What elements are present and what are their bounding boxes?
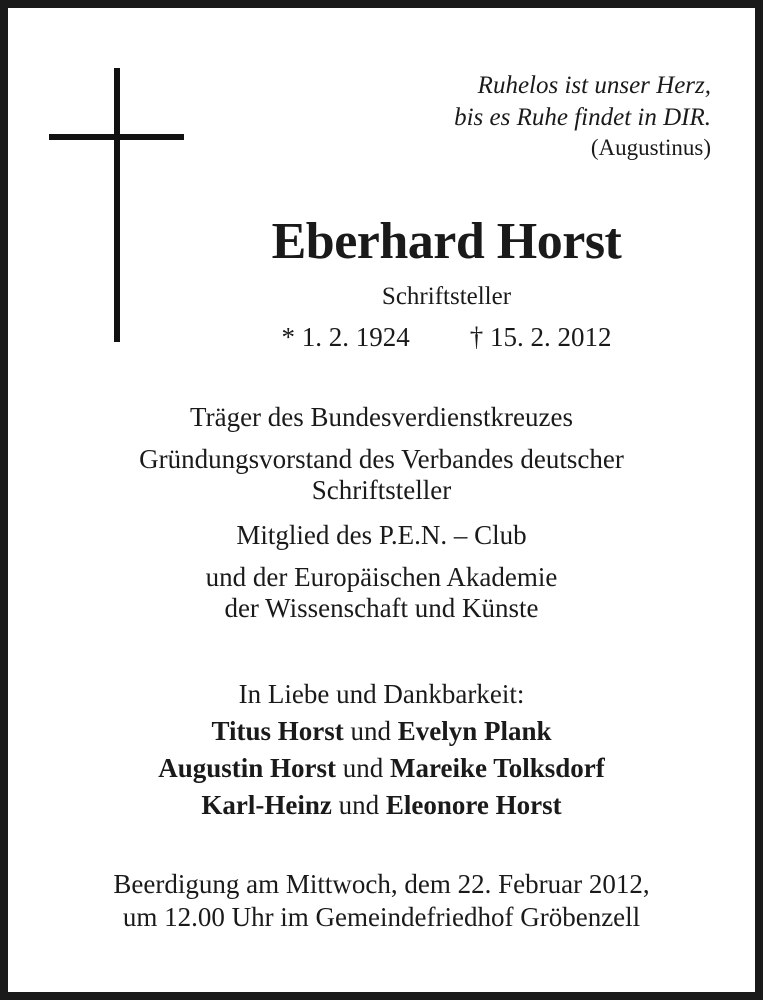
honor-line (20, 562, 743, 624)
funeral-line-2: um 12.00 Uhr im Gemeindefriedhof Gröbenzell (122, 902, 641, 932)
deceased-name: Eberhard Horst (271, 213, 622, 270)
motto-line-1: Ruhelos ist unser Herz, (477, 72, 711, 99)
mourner-name: Eleonore Horst (385, 790, 562, 820)
mourner-couple (20, 787, 743, 824)
conjunction: und (342, 753, 384, 783)
mourner-name: Mareike Tolksdorf (390, 753, 605, 783)
cross-horizontal-bar (49, 134, 184, 140)
mourner-name: Augustin Horst (158, 753, 336, 783)
conjunction: und (350, 716, 391, 746)
mourners-block (20, 676, 743, 824)
honor-line-part: und der Europäischen Akademie (205, 562, 558, 592)
mourner-name: Evelyn Plank (397, 716, 552, 746)
honor-line-part: Gründungsvorstand des Verbandes deutscher (139, 444, 624, 474)
honor-line: Mitglied des P.E.N. – Club (236, 520, 527, 550)
mourner-couple (20, 750, 743, 787)
birth-date: * 1. 2. 1924 (281, 322, 410, 352)
mourner-couple (20, 713, 743, 750)
honor-line-part: Schriftsteller (311, 475, 452, 505)
motto-line-2: bis es Ruhe findet in DIR. (454, 104, 711, 131)
honor-line-part: der Wissenschaft und Künste (224, 593, 539, 623)
motto-quote (454, 70, 711, 162)
death-date: † 15. 2. 2012 (469, 322, 612, 352)
mourners-intro: In Liebe und Dankbarkeit: (238, 679, 525, 709)
funeral-line-1: Beerdigung am Mittwoch, dem 22. Februar 2012, (113, 869, 650, 899)
conjunction: und (338, 790, 380, 820)
honor-line: Träger des Bundesverdienstkreuzes (190, 402, 573, 432)
funeral-info (20, 868, 743, 934)
mourner-name: Karl-Heinz (201, 790, 332, 820)
honors-list (20, 400, 743, 624)
honor-line (20, 444, 743, 506)
life-dates (190, 320, 703, 354)
deceased-profession: Schriftsteller (381, 283, 512, 310)
mourner-name: Titus Horst (211, 716, 344, 746)
cross-vertical-bar (114, 68, 120, 342)
motto-source: (Augustinus) (590, 135, 711, 160)
